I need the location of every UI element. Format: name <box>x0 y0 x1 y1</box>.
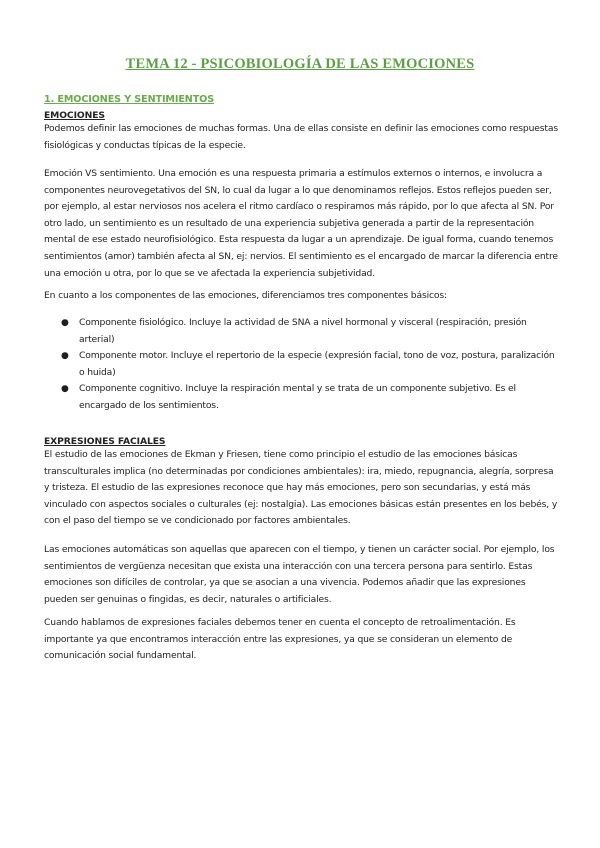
paragraph-emocion-vs-sentimiento: Emoción VS sentimiento. Una emoción es una respuesta primaria a estímulos externos o internos, e involucra a componentes neurovegetativos del SN, lo cual da lugar a lo que denominamos reflejos. Estos reflejos pueden ser, por ejemplo, al estar nerviosos nos acelera el ritmo cardíaco o respiramos más rápido, por lo que afecta al SN. Por otro lado, un sentimiento es un resultado de una experiencia subjetiva generada a partir de la representación mental de ese estado neurofisiológico. Esta respuesta da lugar a un aprendizaje. De igual forma, cuando tenemos sentimientos (amor) también afecta al SN, ej: nervios. El sentimiento es el encargado de marcar la diferencia entre una emoción u otra, por lo que se ve afectada la experiencia subjetividad. <box>44 168 558 279</box>
document-title: TEMA 12 - PSICOBIOLOGÍA DE LAS EMOCIONES <box>125 56 475 72</box>
subheading-expresiones-faciales: EXPRESIONES FACIALES <box>44 436 166 447</box>
list-item-componente-fisiologico <box>44 315 558 348</box>
bullet-icon: ● <box>61 318 69 328</box>
componentes-list <box>44 315 558 415</box>
subheading-emociones: EMOCIONES <box>44 110 105 121</box>
emociones-section <box>44 110 558 154</box>
paragraph-emociones-automaticas: Las emociones automáticas son aquellas que aparecen con el tiempo, y tienen un carácter social. Por ejemplo, los sentimientos de vergüenza necesitan que exista una interacción con una tercera persona para sentirlo. Estas emociones son difíciles de controlar, ya que se asocian a una vivencia. Podemos añadir que las expresiones pueden ser genuinas o fingidas, es decir, naturales o artificiales. <box>44 544 555 605</box>
paragraph-retroalimentacion: Cuando hablamos de expresiones faciales debemos tener en cuenta el concepto de retroalimentación. Es importante ya que encontramos interacción entre las expresiones, ya que se consideran un elemento de comunicación social fundamental. <box>44 617 516 662</box>
paragraph-componentes-intro: En cuanto a los componentes de las emociones, diferenciamos tres componentes básicos: <box>44 290 447 301</box>
bullet-icon: ● <box>61 384 69 395</box>
componentes-list-block <box>44 315 558 415</box>
section-heading-emociones-sentimientos: 1. EMOCIONES Y SENTIMIENTOS <box>44 94 215 105</box>
emocion-vs-sentimiento-block <box>44 166 558 282</box>
componentes-block <box>44 288 558 305</box>
expresiones-section <box>44 436 558 530</box>
retroalimentacion-block <box>44 615 558 665</box>
emociones-automaticas-block <box>44 542 558 608</box>
list-item-componente-motor <box>44 348 558 381</box>
list-item-componente-cognitivo <box>44 381 558 414</box>
paragraph-ekman-friesen: El estudio de las emociones de Ekman y Friesen, tiene como principio el estudio de las emociones básicas transculturales implica (no determinadas por condiciones ambientales): ira, miedo, repugnancia, alegría, sorpresa y tristeza. El estudio de las expresiones reconoce que hay más emociones, pero son secundarias, y está más vinculado con aspectos sociales o culturales (ej: nostalgia). Las emociones básicas están presentes en los bebés, y con el paso del tiempo se ve condicionado por factores ambientales. <box>44 449 558 527</box>
list-item-text: Componente motor. Incluye el repertorio de la especie (expresión facial, tono de voz, postura, paralización o huida) <box>79 350 555 378</box>
list-item-text: Componente fisiológico. Incluye la actividad de SNA a nivel hormonal y visceral (respiración, presión arterial) <box>79 317 527 345</box>
bullet-icon: ● <box>61 351 69 362</box>
list-item-text: Componente cognitivo. Incluye la respiración mental y se trata de un componente subjetivo. Es el encargado de los sentimientos. <box>79 383 516 411</box>
paragraph-definicion: Podemos definir las emociones de muchas formas. Una de ellas consiste en definir las emociones como respuestas fisiológicas y conductas típicas de la especie. <box>44 123 558 151</box>
